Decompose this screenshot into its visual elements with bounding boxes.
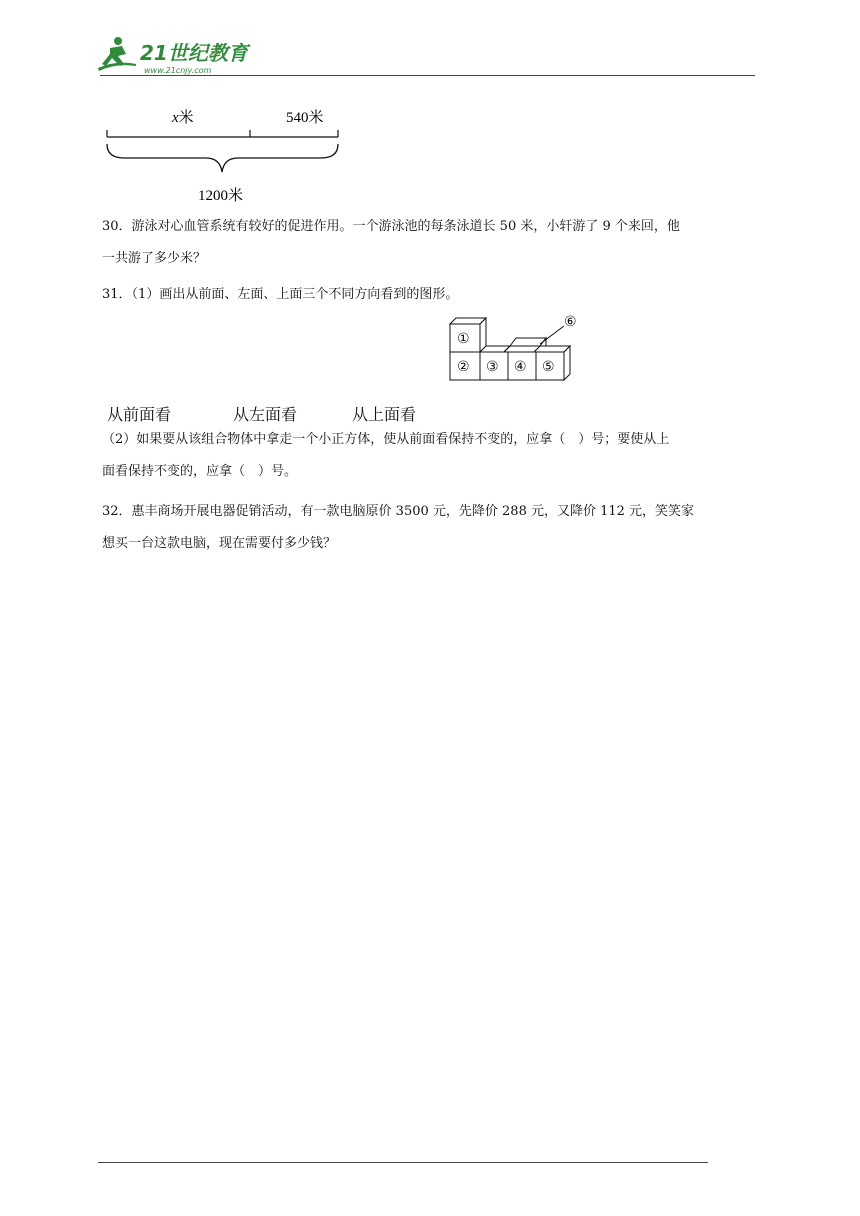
cube-label-1: ① — [457, 331, 470, 347]
question-31-part1-text: 31．（1）画出从前面、左面、上面三个不同方向看到的图形。 — [102, 287, 459, 302]
question-31-part2-line1: （2）如果要从该组合物体中拿走一个小正方体，使从前面看保持不变的，应拿（ ）号；要使从上 — [102, 432, 670, 447]
total-brace — [107, 144, 338, 172]
question-30-line1: 30．游泳对心血管系统有较好的促进作用。一个游泳池的每条泳道长 50 米，小轩游了 9 个来回，他 — [102, 219, 680, 234]
question-31-part2 — [102, 424, 762, 488]
segment-diagram — [100, 100, 350, 206]
cube-label-6: ⑥ — [564, 314, 577, 330]
diagram-left-label: x米 — [172, 110, 194, 126]
question-31-part2-line2: 面看保持不变的，应拿（ ）号。 — [102, 464, 298, 479]
question-31-part1 — [102, 279, 762, 311]
logo-url: www.21cnjy.com — [144, 66, 212, 75]
view-top-label: 从上面看 — [352, 405, 417, 424]
cube-figure — [440, 310, 590, 386]
brand-logo — [96, 34, 266, 78]
diagram-right-label: 540米 — [286, 110, 324, 126]
question-30-line2: 一共游了多少米？ — [102, 251, 207, 266]
view-left-label: 从左面看 — [233, 405, 298, 424]
cube-label-2: ② — [457, 359, 470, 375]
question-32 — [102, 496, 762, 560]
question-32-line2: 想买一台这款电脑，现在需要付多少钱？ — [102, 536, 337, 551]
question-30 — [102, 211, 762, 275]
cube-label-4: ④ — [514, 359, 527, 375]
question-32-line1: 32．惠丰商场开展电器促销活动，有一款电脑原价 3500 元，先降价 288 元，又降价 112 元，笑笑家 — [102, 504, 695, 519]
cube-6-pointer — [540, 326, 564, 344]
footer-divider — [98, 1162, 708, 1163]
runner-icon — [98, 37, 136, 71]
bottom-row-side — [564, 346, 570, 380]
view-front-label: 从前面看 — [107, 405, 172, 424]
cube-label-3: ③ — [486, 359, 499, 375]
header-divider — [100, 75, 755, 76]
logo-text: 21世纪教育 — [140, 41, 248, 65]
diagram-total-label: 1200米 — [198, 188, 244, 204]
cube-label-5: ⑤ — [542, 359, 555, 375]
